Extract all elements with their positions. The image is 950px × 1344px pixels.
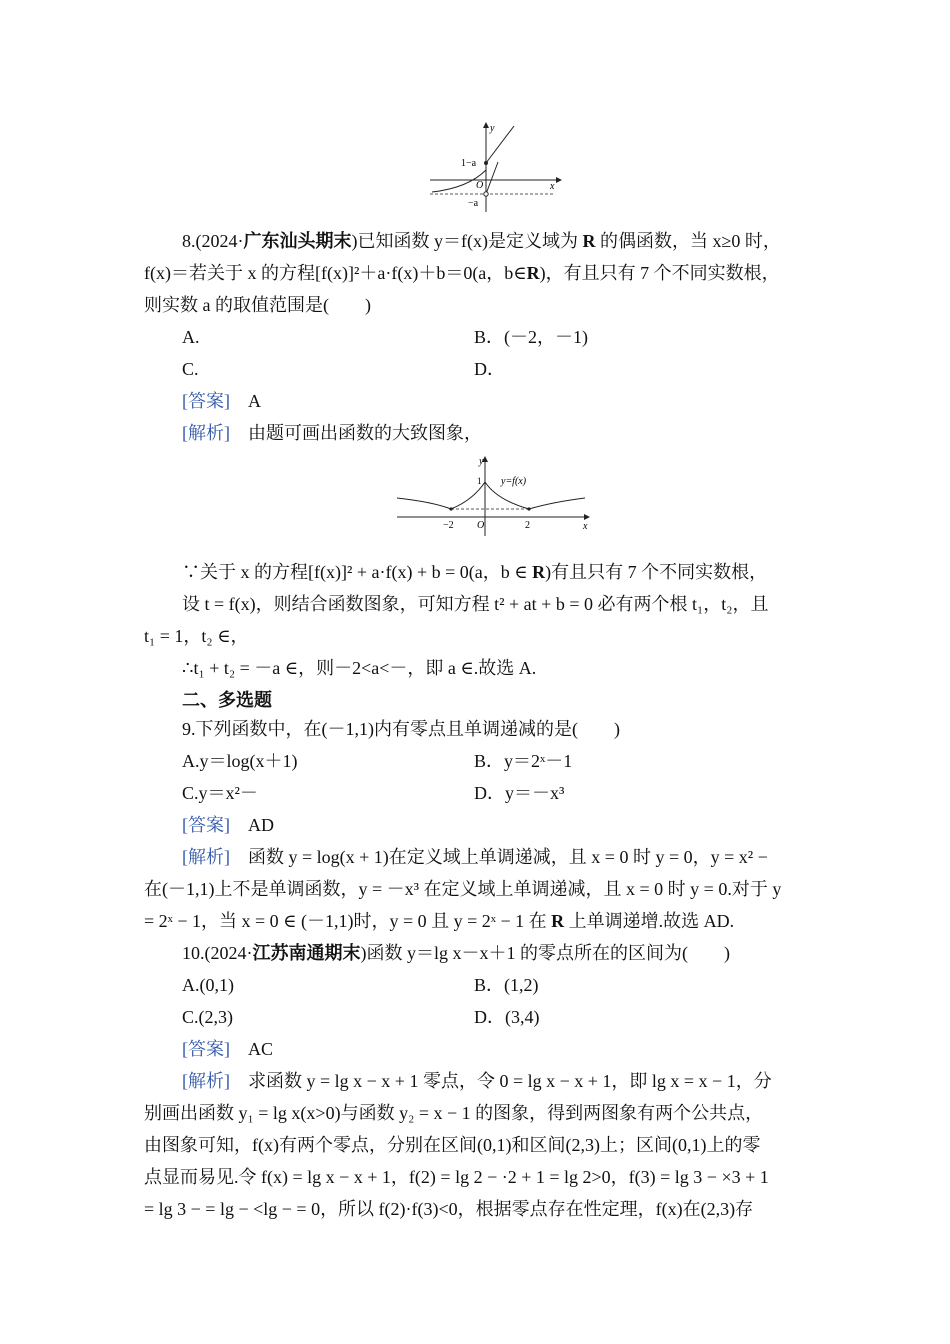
fig2-label-m2: −2 bbox=[443, 520, 454, 531]
q10-analysis-line-2: 别画出函数 y₁ = lg x(x>0)与函数 y₂ = x − 1 的图象，得到两图象有两个公共点， bbox=[144, 1103, 764, 1123]
q8-option-d: D． bbox=[474, 359, 505, 379]
q9-answer: [答案] AD bbox=[182, 815, 274, 835]
fig1-line-low bbox=[486, 162, 498, 194]
answer-tag: [答案] bbox=[182, 815, 230, 835]
q9-option-b: B．y＝2ˣ－1 bbox=[474, 751, 573, 771]
q10-answer: [答案] AC bbox=[182, 1039, 274, 1059]
figure-1 bbox=[428, 120, 563, 215]
fig1-point-open bbox=[484, 192, 488, 196]
q9-analysis-line-1: [解析] 函数 y = log(x + 1)在定义域上单调递减，且 x = 0 时 y = 0，y = x² − bbox=[182, 847, 768, 867]
q9-stem: 9.下列函数中，在(－1,1)内有零点且单调递减的是( ) bbox=[182, 719, 620, 739]
fig2-label-y: y bbox=[479, 456, 484, 467]
analysis-tag: [解析] bbox=[182, 423, 230, 443]
q10-analysis-line-1: [解析] 求函数 y = lg x − x + 1 零点，令 0 = lg x − x + 1，即 lg x = x − 1，分 bbox=[182, 1071, 772, 1091]
fig2-point-right bbox=[527, 507, 530, 510]
q10-option-d: D．(3,4) bbox=[474, 1007, 540, 1027]
q10-analysis-line-3: 由图象可知，f(x)有两个零点，分别在区间(0,1)和区间(2,3)上；区间(0,1)上的零 bbox=[144, 1135, 761, 1155]
q8-option-a: A. bbox=[182, 327, 200, 347]
q10-option-c: C.(2,3) bbox=[182, 1007, 233, 1027]
q10-analysis-line-5: = lg 3 − = lg − <lg − = 0，所以 f(2)·f(3)<0，根据零点存在性定理，f(x)在(2,3)存 bbox=[144, 1199, 754, 1219]
section-heading: 二、多选题 bbox=[182, 690, 272, 710]
q8-line-1: 8.(2024·广东汕头期末)已知函数 y＝f(x)是定义域为 R 的偶函数，当 x≥0 时， bbox=[182, 231, 781, 251]
fig1-label-ma: −a bbox=[468, 198, 479, 209]
q10-line-1: 10.(2024·江苏南通期末)函数 y＝lg x－x＋1 的零点所在的区间为( ) bbox=[182, 943, 730, 963]
figure-2 bbox=[393, 452, 593, 542]
q8-analysis: [解析] 由题可画出函数的大致图象， bbox=[182, 423, 482, 443]
q9-analysis-line-3: = 2ˣ − 1，当 x = 0 ∈ (－1,1)时，y = 0 且 y = 2ˣ − 1 在 R 上单调递增.故选 AD. bbox=[144, 911, 735, 931]
q10-option-a: A.(0,1) bbox=[182, 975, 234, 995]
answer-tag: [答案] bbox=[182, 1039, 230, 1059]
fig1-label-1ma: 1−a bbox=[461, 158, 477, 169]
q8-option-b: B．(－2，－1) bbox=[474, 327, 588, 347]
q8-answer: [答案] A bbox=[182, 391, 261, 411]
fig2-label-2: 2 bbox=[525, 520, 530, 531]
q8-analysis-line-3: t₁ = 1，t₂ ∈， bbox=[144, 626, 249, 646]
fig2-label-1: 1 bbox=[477, 476, 482, 486]
fig2-curve-left bbox=[397, 482, 485, 509]
fig2-point-left bbox=[449, 507, 452, 510]
fig1-x-arrow bbox=[556, 177, 562, 183]
fig1-label-o: O bbox=[476, 180, 484, 191]
fig2-label-fx: y=f(x) bbox=[501, 476, 527, 487]
fig2-label-x: x bbox=[583, 521, 588, 532]
q8-analysis-line-4: ∴t₁ + t₂ = －a ∈，则－2<a<－，即 a ∈.故选 A. bbox=[182, 658, 537, 678]
fig1-label-x: x bbox=[550, 181, 555, 192]
q8-analysis-line-1: ∵关于 x 的方程[f(x)]² + a·f(x) + b = 0(a，b ∈ R)有且只有 7 个不同实数根， bbox=[182, 562, 768, 582]
fig1-label-y: y bbox=[490, 123, 495, 134]
fig2-label-o: O bbox=[477, 520, 485, 531]
q10-analysis-line-4: 点显而易见.令 f(x) = lg x − x + 1，f(2) = lg 2 − ·2 + 1 = lg 2>0，f(3) = lg 3 − ×3 + 1 bbox=[144, 1167, 769, 1187]
fig1-y-arrow bbox=[483, 122, 489, 128]
analysis-tag: [解析] bbox=[182, 847, 230, 867]
q9-option-a: A.y＝log(x＋1) bbox=[182, 751, 298, 771]
fig2-x-arrow bbox=[584, 514, 590, 520]
q8-analysis-line-2: 设 t = f(x)，则结合函数图象，可知方程 t² + at + b = 0 必有两个根 t₁，t₂，且 bbox=[182, 594, 769, 614]
q8-line-3: 则实数 a 的取值范围是( ) bbox=[144, 295, 371, 315]
fig2-curve-right bbox=[485, 482, 585, 509]
answer-tag: [答案] bbox=[182, 391, 230, 411]
q10-option-b: B．(1,2) bbox=[474, 975, 539, 995]
q9-option-c: C.y＝x²－ bbox=[182, 783, 258, 803]
q9-option-d: D．y＝－x³ bbox=[474, 783, 565, 803]
q8-line-2: f(x)＝若关于 x 的方程[f(x)]²＋a·f(x)＋b＝0(a，b∈R)，有且只有 7 个不同实数根， bbox=[144, 263, 780, 283]
q8-option-c: C. bbox=[182, 359, 199, 379]
fig1-point-filled bbox=[484, 161, 488, 165]
q9-analysis-line-2: 在(－1,1)上不是单调函数，y = －x³ 在定义域上单调递减，且 x = 0 时 y = 0.对于 y bbox=[144, 879, 782, 899]
analysis-tag: [解析] bbox=[182, 1071, 230, 1091]
